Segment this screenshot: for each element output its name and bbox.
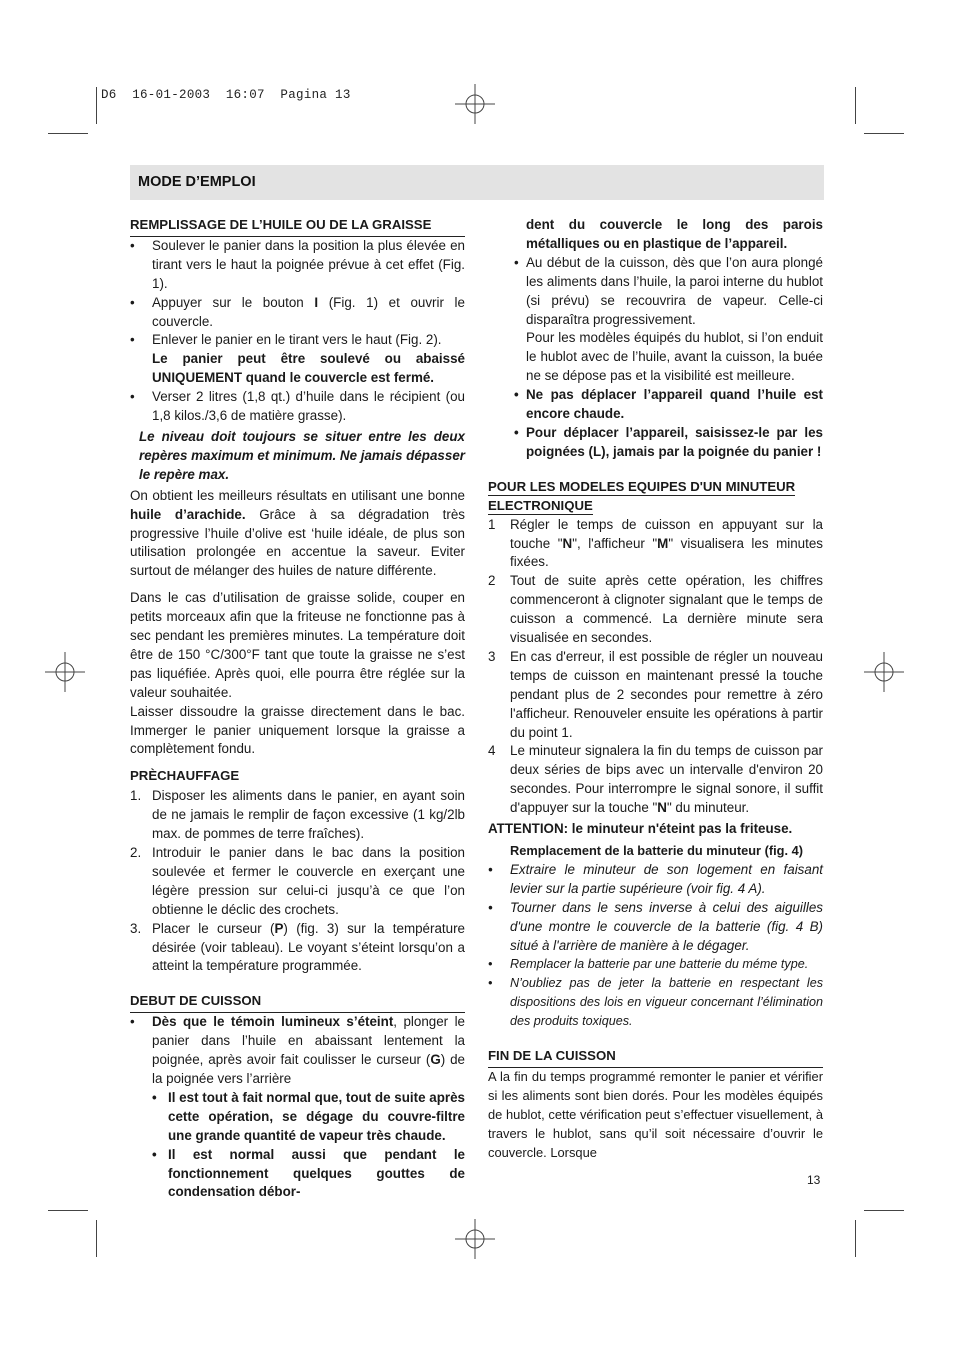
list-item: • Soulever le panier dans la position la plus élevée en tirant vers le haut la poignée prévue à cet effet (Fig. 1). <box>130 237 465 291</box>
print-header: D6 16-01-2003 16:07 Pagina 13 <box>101 88 351 102</box>
list-item: • Au début de la cuisson, dès que l’on aura plongé les aliments dans l’huile, la paroi interne du hublot (si prévu) se recouvrira de vapeur. Celle-ci disparaîtra progressivement. Pour les modèles équipés du hublot, si l’on enduit le hublot avec de l’huile, avant la cuisson, la buée ne se dépose pas et la visibilité est meilleure. <box>514 254 823 384</box>
registration-mark-icon <box>45 652 85 692</box>
list-item: 2 Tout de suite après cette opération, les chiffres commenceront à clignoter signalant que le temps de cuisson a commencé. La dernière minute sera visualisée en secondes. <box>488 573 823 646</box>
list-item: • Il est normal aussi que pendant le fonctionnement quelques gouttes de condensation débor- <box>152 1146 465 1200</box>
list-item: • Enlever le panier en le tirant vers le haut (Fig. 2). Le panier peut être soulevé ou abaissé UNIQUEMENT quand le couvercle est fermé. <box>130 332 465 386</box>
note-text: Le niveau doit toujours se situer entre les deux repères maximum et minimum. Ne jamais dépasser le repère max. <box>139 428 465 482</box>
registration-mark-icon <box>864 652 904 692</box>
heading-debut-cuisson: DEBUT DE CUISSON <box>130 992 465 1013</box>
attention-text: ATTENTION: le minuteur n'éteint pas la friteuse. <box>488 821 793 837</box>
list-item: • Remplacer la batterie par une batterie du méme type. <box>488 957 809 972</box>
list-item: • N’oubliez pas de jeter la batterie en respectant les dispositions des lois en vigueur concernant l’élimination des produits toxiques. <box>488 976 823 1029</box>
list-item: 2. Introduir le panier dans le bac dans la position soulevée et fermer le couvercle en exerçant une légère pression sur celui-ci jusqu’à ce que l’on obtienne le déclic des crochets. <box>130 845 465 917</box>
battery-title: Remplacement de la batterie du minuteur (fig. 4) <box>510 843 803 858</box>
list-item: 3. Placer le curseur (P) (fig. 3) sur la température désirée (voir tableau). Le voyant s’éteint lorsqu’on a atteint la température programmée. <box>130 920 465 974</box>
heading-remplissage: REMPLISSAGE DE L’HUILE OU DE LA GRAISSE <box>130 216 465 237</box>
heading-fin-cuisson: FIN DE LA CUISSON <box>488 1047 823 1068</box>
paragraph: Dans le cas d’utilisation de graisse solide, couper en petits morceaux afin que la friteuse ne fonctionne pas à sec pendant les premières minutes. La température doit être de 150 °C/300°F tant que toute la graisse ne s’est pas liquéfiée. Après quoi, elle pourra être réglée sur la valeur souhaitée. <box>130 590 465 700</box>
page-number: 13 <box>807 1173 821 1187</box>
list-item: • Extraire le minuteur de son logement en faisant levier sur la partie supérieure (voir fig. 4 A). <box>488 861 823 896</box>
list-item: • Dès que le témoin lumineux s’éteint, plonger le panier dans l’huile en abaissant lentement la poignée, après avoir fait coulisser le curseur (G) de la poignée vers l’arrière <box>130 1014 465 1086</box>
list-item: • Il est tout à fait normal que, tout de suite après cette opération, se dégage du couvre-filtre une grande quantité de vapeur très chaude. <box>152 1089 465 1143</box>
section-title: MODE D’EMPLOI <box>138 174 256 190</box>
heading-prechauffage: PRÈCHAUFFAGE <box>130 768 240 784</box>
right-column <box>488 216 823 1163</box>
paragraph: A la fin du temps programmé remonter le panier et vérifier si les aliments sont bien dorés. Pour les modèles équipés de hublot, cette vérification peut s’effectuer visuellement, à travers le hublot, sans qu’il soit nécessaire d’ouvrir le couvercle. Lorsque <box>488 1068 823 1160</box>
list-item: • Verser 2 litres (1,8 qt.) d’huile dans le récipient (ou 1,8 kilos./3,6 de matière grasse). <box>130 389 465 424</box>
list-item: • Ne pas déplacer l’appareil quand l’huile est encore chaude. <box>514 387 823 422</box>
list-item: 1 Régler le temps de cuisson en appuyant sur la touche "N", l'afficheur "M" visualisera les minutes fixées. <box>488 516 823 570</box>
left-column <box>130 216 465 1202</box>
heading-minuteur: POUR LES MODELES EQUIPES D'UN MINUTEUR ELECTRONIQUE <box>488 478 796 513</box>
list-item: • Tourner dans le sens inverse à celui des aiguilles d'une montre le couvercle de la batterie (fig. 4 B) situé à l'arrière de manière à le dégager. <box>488 899 823 953</box>
list-item: 3 En cas d'erreur, il est possible de régler un nouveau temps de cuisson en maintenant pressé la touche pendant plus de 2 secondes pour remettre à zéro l'afficheur. Renouveler ensuite les opérations à partir du point 1. <box>488 648 823 740</box>
section-banner <box>130 165 824 200</box>
registration-mark-icon <box>455 1219 495 1259</box>
paragraph: Laisser dissoudre la graisse directement dans le bac. Immerger le panier uniquement lorsque la graisse a complètement fondu. <box>130 703 465 757</box>
paragraph: On obtient les meilleurs résultats en utilisant une bonne huile d’arachide. Grâce à sa dégradation très progressive l’huile d’olive est ‘huile idéale, de plus son utilisation prolongée en accentue la saveur. Eviter surtout de mélanger des huiles de nature différente. <box>130 487 465 579</box>
registration-mark-icon <box>455 84 495 124</box>
list-item: 1. Disposer les aliments dans le panier, en ayant soin de ne jamais le remplir de façon excessive (1 kg/2lb max. de pommes de terre fraîches). <box>130 788 465 842</box>
list-item: 4 Le minuteur signalera la fin du temps de cuisson par deux séries de bips avec un intervalle d'environ 20 secondes. Pour interrompre le signal sonore, il suffit d'appuyer sur la touche "N" du minuteur. <box>488 743 823 816</box>
paragraph: dent du couvercle le long des parois métalliques ou en plastique de l’appareil. <box>526 217 823 251</box>
warning-text: Le panier peut être soulevé ou abaissé UNIQUEMENT quand le couvercle est fermé. <box>152 351 465 386</box>
list-item: • Appuyer sur le bouton I (Fig. 1) et ouvrir le couvercle. <box>130 294 465 329</box>
list-item: • Pour déplacer l’appareil, saisissez-le par les poignées (L), jamais par la poignée du panier ! <box>514 424 823 459</box>
